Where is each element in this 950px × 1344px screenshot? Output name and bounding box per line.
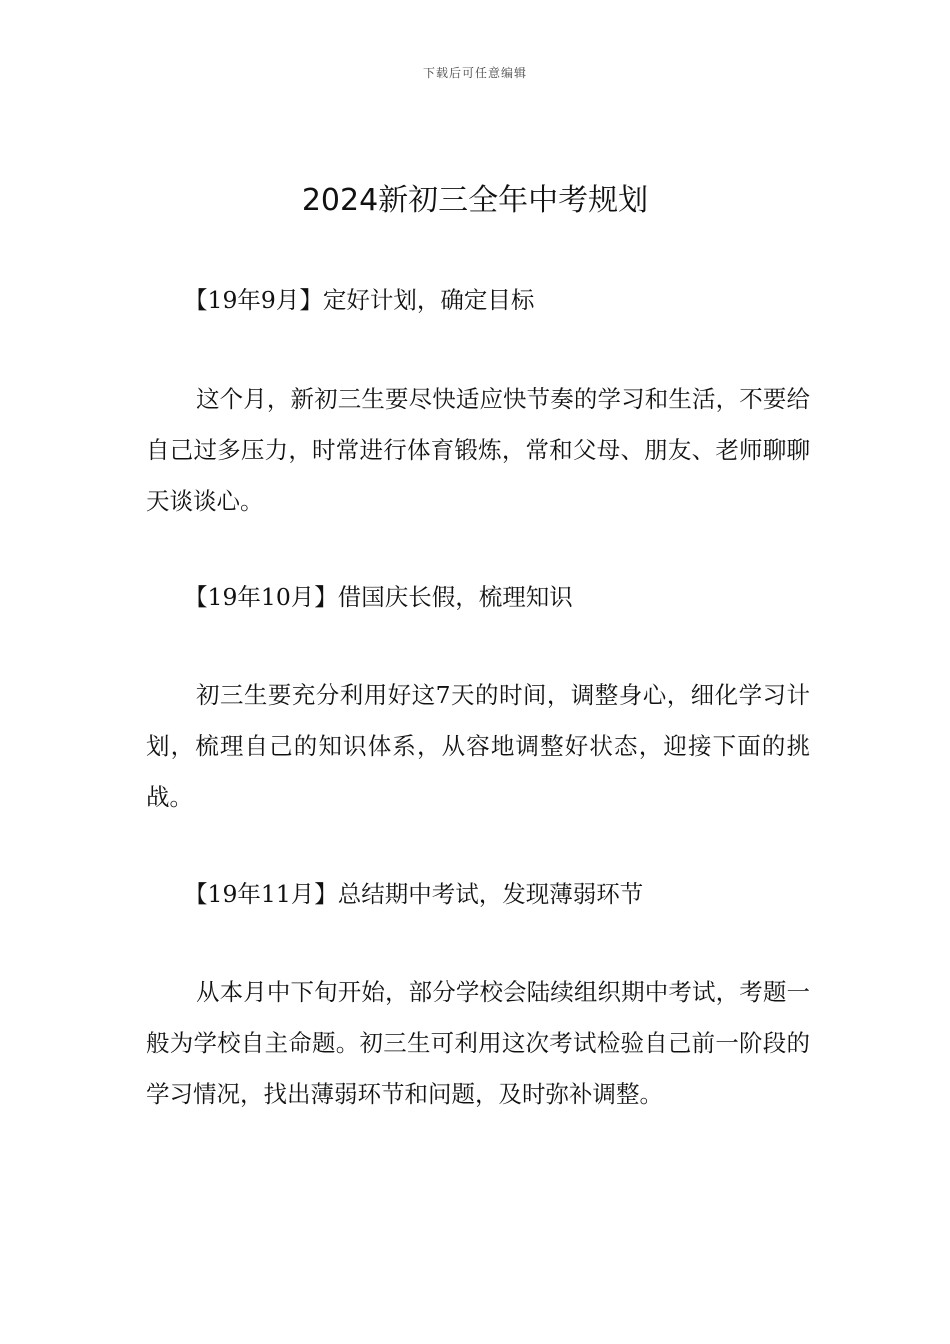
section-october (146, 572, 810, 623)
section-september-body (146, 374, 810, 527)
section-november-body (146, 967, 810, 1120)
section-body: 初三生要充分利用好这7天的时间，调整身心，细化学习计划，梳理自己的知识体系，从容地调整好状态，迎接下面的挑战。 (146, 681, 810, 811)
section-body: 这个月，新初三生要尽快适应快节奏的学习和生活，不要给自己过多压力，时常进行体育锻炼，常和父母、朋友、老师聊聊天谈谈心。 (146, 385, 810, 515)
page-title: 2024新初三全年中考规划 (301, 183, 649, 218)
section-september (146, 275, 810, 326)
section-heading: 【19年9月】定好计划，确定目标 (184, 286, 535, 314)
header-note: 下载后可任意编辑 (422, 66, 527, 80)
section-november (146, 869, 810, 920)
section-october-body (146, 670, 810, 823)
section-heading: 【19年10月】借国庆长假，梳理知识 (184, 583, 573, 611)
section-heading: 【19年11月】总结期中考试，发现薄弱环节 (184, 880, 644, 908)
section-body: 从本月中下旬开始，部分学校会陆续组织期中考试，考题一般为学校自主命题。初三生可利用这次考试检验自己前一阶段的学习情况，找出薄弱环节和问题，及时弥补调整。 (146, 978, 810, 1108)
